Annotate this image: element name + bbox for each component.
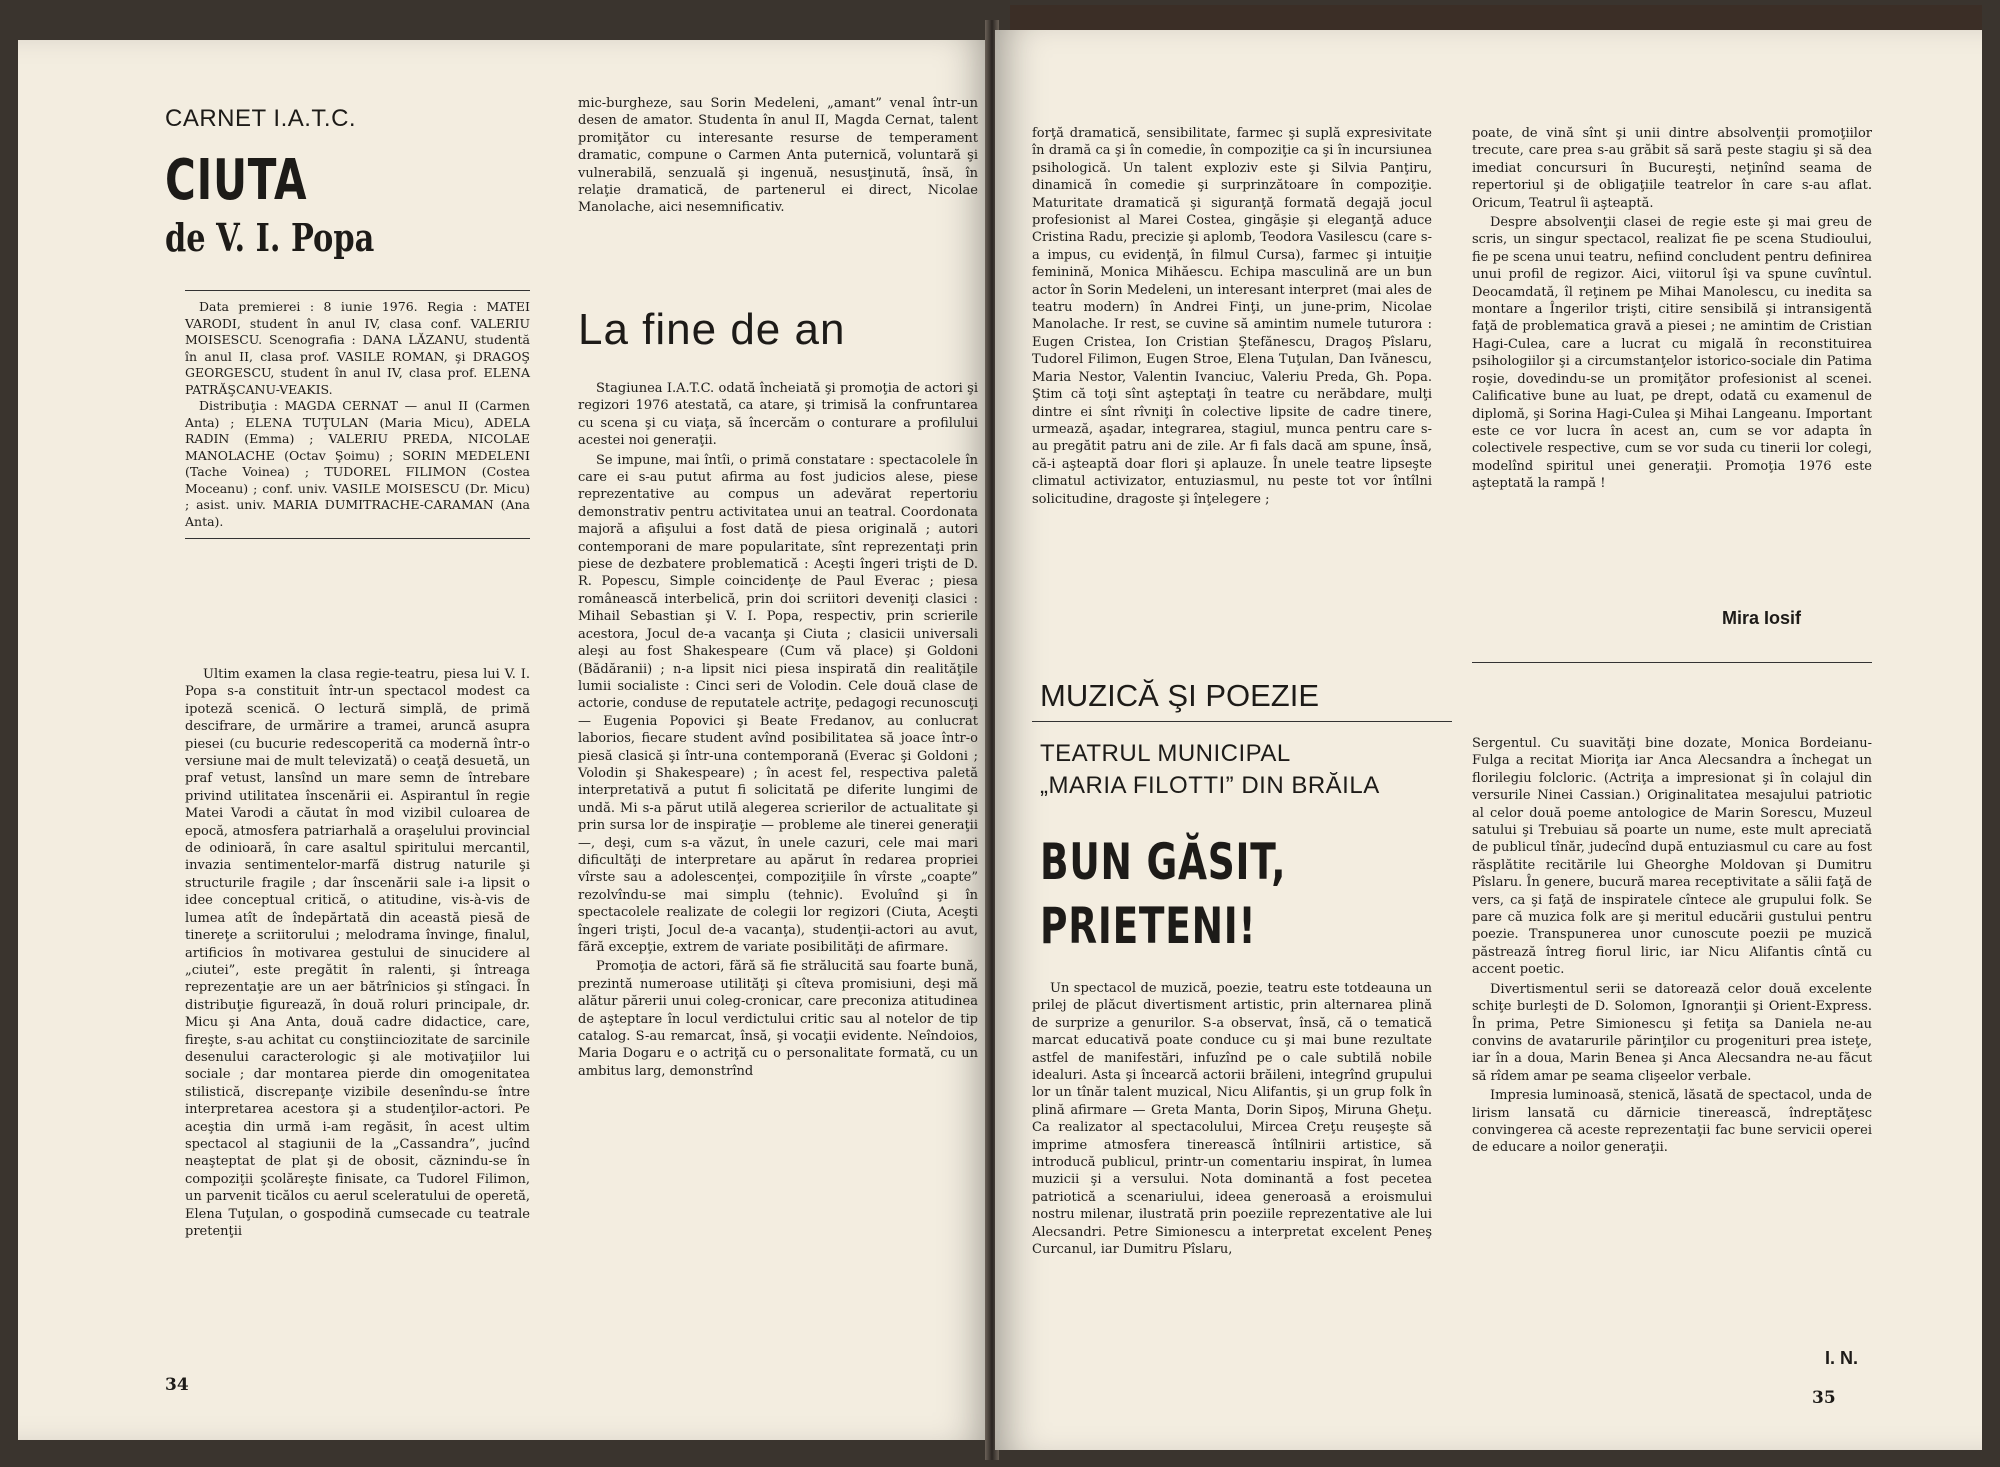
theatre-line-2: „MARIA FILOTTI” DIN BRĂILA xyxy=(1040,772,1380,799)
section-underline xyxy=(1032,721,1452,722)
bun-gasit-paragraph-3: Divertismentul serii se datorează celor două excelente schiţe burleşti de D. Solomon, Ignoranţii şi Orient-Express. În prima, Petre Simionescu şi fetiţa sa Daniela ne-au convins de avatarurile părinţilor cu progenituri prea isteţe, iar în a doua, Marin Benea şi Anca Alecsandra ne-au făcut să rîdem amar pe seama clişeelor verbale. xyxy=(1472,981,1872,1084)
lafine-paragraph-4: poate, de vină sînt şi unii dintre absolvenţii promoţiilor trecute, care prea s-au grăbit să sară peste stagiu şi să dea imediat concursuri în Bucureşti, neţinînd seama de repertoriul şi de obligaţiile teatrelor în care s-au aflat. Oricum, Teatrul îi aşteaptă. xyxy=(1472,126,1872,211)
lafine-paragraph-2: Se impune, mai întîi, o primă constatare : spectacolele în care ei s-au putut afirma au fost judicios alese, piese reprezentative au compus un adevărat repertoriu demonstrativ pentru activitatea unui an teatral. Coordonata majoră a afişului a fost dată de piesa originală ; autori contemporani de mare popularitate, sînt reprezentaţi prin piese de dezbatere problematică : Aceşti îngeri trişti de D. R. Popescu, Simple coincidenţe de Paul Everac ; piesa românească interbelică, prin doi scriitori deveniţi clasici : Mihail Sebastian şi V. I. Popa, respectiv, prin scrierile acestora, Jocul de-a vacanţa şi Ciuta ; clasicii universali aleşi au fost Shakespeare (Cum vă place) şi Goldoni (Bădăranii) ; n-a lipsit nici piesa inspirată din realităţile lumii socialiste : Cinci seri de Volodin. Cele două clase de actorie, conduse de reputatele actriţe, pedagogi recunoscuţi — Eugenia Popovici şi Beate Fredanov, au conlucrat laborios, fiecare student avînd posibilitatea să joace într-o piesă clasică şi într-una contemporană (Everac şi Goldoni ; Volodin şi Shakespeare) ; în acest fel, respectiva paletă interpretativă a putut fi solicitată pe diferite lungimi de undă. Mi s-a părut utilă alegerea scrierilor de actualitate şi prin sursa lor de inspiraţie — probleme ale tinerei generaţii —, deşi, cum s-a văzut, în unele cazuri, cele mai mari dificultăţi de interpretare au apărut în redarea propriei vîrste sau a adolescenţei, compoziţiile în vîrste „coapte” rezolvîndu-se mai simplu (tehnic). Evoluînd şi în spectacolele realizate de colegii lor regizori (Ciuta, Aceşti îngeri trişti, Jocul de-a vacanţa), studenţii-actori au avut, fără excepţie, extrem de variate posibilităţi de afirmare. xyxy=(578,452,978,955)
signature-mira-iosif: Mira Iosif xyxy=(1722,608,1802,628)
page-number-left: 34 xyxy=(165,1375,189,1395)
column-4-bottom xyxy=(1472,735,1872,1159)
credits-box xyxy=(185,290,530,539)
review-continuation: mic-burgheze, sau Sorin Medeleni, „amant” venal într-un desen de amator. Studenta în anul II, Magda Cernat, talent promiţător cu interesante resurse de temperament dramatic, compune o Carmen Anta puternică, voluntară şi vulnerabilă, senzuală şi ingenuă, nesusţinută, însă, în relaţie dramatică, de partenerul ei direct, Nicolae Manolache, aici nesemnificativ. xyxy=(578,96,978,216)
bun-gasit-paragraph-1: Un spectacol de muzică, poezie, teatru este totdeauna un prilej de plăcut divertisment artistic, prin alternarea plină de surprize a genurilor. S-a observat, însă, că o tematică marcat educativă poate conduce cu şi mai bune rezultate astfel de manifestări, infuzînd pe o cale subtilă nobile idealuri. Asta şi încearcă actorii brăileni, integrînd grupului lor un tînăr talent muzical, Nicu Alifantis, şi un grup folk în plină afirmare — Greta Manta, Dorin Sipoş, Miruna Gheţu. Ca realizator al spectacolului, Mircea Creţu reuşeşte să imprime atmosfera tinerească întîlnirii artistice, să introducă publicul, printr-un comentariu inspirat, în lumea muzicii şi a versului. Nota dominantă a fost pecetea patriotică a scenariului, ideea generoasă a eroismului nostru milenar, ilustrată prin poeziile reprezentative ale lui Alecsandri. Petre Simionescu a interpretat excelent Peneş Curcanul, iar Dumitru Pîslaru, xyxy=(1032,981,1432,1258)
credits-premiere: Data premierei : 8 iunie 1976. Regia : MATEI VARODI, student în anul IV, clasa conf. VALERIU MOISESCU. Scenografia : DANA LĂZANU, studentă în anul II, clasa prof. VASILE ROMAN, şi DRAGOŞ GEORGESCU, student în anul IV, clasa prof. ELENA PATRĂŞCANU-VEAKIS. xyxy=(185,299,530,397)
column-3-bottom xyxy=(1032,980,1432,1261)
bun-gasit-paragraph-4: Impresia luminoasă, stenică, lăsată de spectacol, unda de lirism lansată cu dărnicie tinerească, îndreptăţesc convingerea că aceste reprezentaţii fac bune servicii operei de educare a noilor generaţii. xyxy=(1472,1088,1872,1156)
page-number-right: 35 xyxy=(1812,1388,1836,1408)
right-page xyxy=(995,30,1982,1450)
la-fine-de-an-title: La fine de an xyxy=(578,305,846,354)
column-1-body xyxy=(185,666,530,1242)
lafine-paragraph-3: Promoţia de actori, fără să fie strălucită sau foarte bună, prezintă numeroase utilităţi şi cîteva promisiuni, deşi mă alătur părerii unui coleg-cronicar, care preconiza atitudinea de aşteptare în locul verdictului critic sau al notelor de tip catalog. S-au remarcat, însă, şi vocaţii evidente. Neîndoios, Maria Dogaru e o actriţă cu o personalitate formată, cu un ambitus larg, demonstrînd xyxy=(578,959,978,1079)
left-page xyxy=(18,40,990,1440)
section-title-muzica-poezie: MUZICĂ ŞI POEZIE xyxy=(1040,678,1320,713)
theatre-heading xyxy=(1040,738,1380,802)
review-text: Ultim examen la clasa regie-teatru, piesa lui V. I. Popa s-a constituit într-un spectacol modest ca ipoteză scenică. O lectură simplă, de primă descifrare, de urmărire a tramei, aruncă asupra piesei (cu bucurie redescoperită ca modernă într-o versiune mai de mult televizată) o ceaţă desuetă, un praf vetust, lansînd un mare semn de întrebare privind utilitatea înscenării ei. Aspirantul în regie Matei Varodi a căutat în mod vizibil culoarea de epocă, atmosfera patriarhală a oraşelului provincial de odinioară, în care asaltul spiritului mercantil, invazia sentimentelor-marfă distrug naturile şi structurile fragile ; dar înscenării sale i-a lipsit o idee conceptual critică, o atitudine, vis-à-vis de lumea atît de îndepărtată din această piesă de tinereţe a scriitorului ; melodrama învinge, finalul, artificios în motivarea gestului de sinucidere al „ciutei”, este pregătit în ralenti, şi întreaga reprezentaţie are un aer bătrînicios şi stîngaci. În distribuţie figurează, în două roluri principale, dr. Micu şi Ana Anta, două cadre didactice, care, fireşte, s-au achitat cu conştiinciozitate de sarcinile desenului caracterologic şi ale motivaţiilor lui sociale ; dar montarea pierde din omogenitatea stilistică, discrepanţe vizibile desenîndu-se între interpretarea acestora şi a studenţilor-actori. Pe aceştia din urmă i-am regăsit, în acest ultim spectacol al stagiunii de la „Cassandra”, jucînd neaşteptat de plat şi de obosit, căznindu-se în compoziţii şcolăreşte finisate, ca Tudorel Filimon, un parvenit ticălos cu aerul sceleratului de operetă, Elena Tuţulan, o gospodină cumsecade cu teatrale pretenţii xyxy=(185,667,530,1239)
article-title: CIUTA xyxy=(165,148,308,213)
column-2-top xyxy=(578,95,978,219)
lafine-paragraph-1: Stagiunea I.A.T.C. odată încheiată şi promoţia de actori şi regizori 1976 atestată, ca atare, şi trimisă la confruntarea cu scena şi cu viaţa, să încercăm o conturare a profilului acestei noi generaţii. xyxy=(578,381,978,449)
bun-gasit-paragraph-2: Sergentul. Cu suavităţi bine dozate, Monica Bordeianu-Fulga a recitat Mioriţa iar Anca Alecsandra a închegat un florilegiu folcloric. (Actriţa a impresionat şi în colajul din versurile Ninei Cassian.) Originalitatea mesajului patriotic al celor două poeme antologice de Marin Sorescu, Muzeul satului şi Trebuiau să poarte un nume, este mult apreciată de publicul tînăr, judecînd după entuziasmul cu care au fost răsplătite recitările lui Gheorghe Moldovan şi Dumitru Pîslaru. În genere, bucură marea receptivitate a sălii faţă de vers, ca şi faţă de inspiratele cîntece ale grupului folk. Se pare că muzica folk are şi meritul educării gustului pentru poezie. Transpunerea unor cunoscute poezii pe muzică păstrează întreg fiorul liric, iar Nicu Alifantis cîntă cu accent poetic. xyxy=(1472,736,1872,978)
article-author: de V. I. Popa xyxy=(165,215,375,260)
headline xyxy=(1040,830,1286,958)
credits-cast: Distribuţia : MAGDA CERNAT — anul II (Carmen Anta) ; ELENA TUŢULAN (Maria Micu), ADELA RADIN (Emma) ; VALERIU PREDA, NICOLAE MANOLACHE (Octav Şoimu) ; SORIN MEDELENI (Tache Voinea) ; TUDOREL FILIMON (Costea Moceanu) ; conf. univ. VASILE MOISESCU (Dr. Micu) ; asist. univ. MARIA DUMITRACHE-CARAMAN (Ana Anta). xyxy=(185,398,530,529)
section-divider xyxy=(1472,662,1872,663)
lafine-paragraph-5: Despre absolvenţii clasei de regie este şi mai greu de scris, un singur spectacol, realizat fie pe scena Studioului, fie pe scena unui teatru, nefiind concludent pentru definirea unui profil de regizor. Aici, viitorul îşi va spune cuvîntul. Deocamdată, îl reţinem pe Mihai Manolescu, cu inedita sa montare a Îngerilor trişti, citire sensibilă şi intransigentă faţă de problematica gravă a piesei ; ne amintim de Cristian Hagi-Culea, care a lucrat cu migală în reconstituirea psihologiilor şi a circumstanţelor istorico-sociale din Patima roşie, dovedindu-se un promiţător profesionist al scenei. Calificative bune au luat, pe drept, odată cu examenul de diplomă, şi Sorina Hagi-Culea şi Mihai Langeanu. Important este ce vor lucra în acest an, cum se vor adapta în colectivele respective, cum se vor suda cu tinerii lor colegi, modelînd spiritul unei generaţii. Promoţia 1976 este aşteptată la rampă ! xyxy=(1472,215,1872,492)
column-2-body xyxy=(578,380,978,1082)
section-kicker: CARNET I.A.T.C. xyxy=(165,105,357,132)
lafine-continuation: forţă dramatică, sensibilitate, farmec şi suplă expresivitate în dramă ca şi în comedie, în compoziţie ca şi în incursiunea psihologică. Un talent exploziv este şi Silvia Panţiru, dinamică în comedie şi surprinzătoare în compoziţie. Maturitate dramatică şi siguranţă formată degajă jocul profesionist al Marei Costea, gingăşie şi eleganţă aduce Cristina Radu, precizie şi aplomb, Teodora Vasilescu (care s-a impus, cu evidenţă, în filmul Cursa), farmec şi intuiţie feminină, Monica Mihăescu. Echipa masculină are un bun actor în Sorin Medeleni, un interesant interpret (mai ales de teatru modern) în Andrei Finţi, un june-prim, Nicolae Manolache. Ir rest, se cuvine să amintim numele tuturora : Eugen Cristea, Ion Cristian Ştefănescu, Dragoş Pîslaru, Tudorel Filimon, Eugen Stroe, Elena Tuţulan, Dan Ivănescu, Maria Nestor, Valentin Ivanciuc, Valeriu Preda, Gh. Popa. Ştim că toţi sînt aşteptaţi în teatre cu nerăbdare, mulţi dintre ei sînt rîvniţi în colective lipsite de cadre tinere, urmează, aşadar, integrarea, stagiul, munca pentru care s-au pregătit patru ani de zile. Ar fi fals dacă am spune, însă, că-i aşteaptă doar flori şi aplauze. În unele teatre lipseşte climatul activizator, entuziasmul, nu peste tot vor întîlni solicitudine, dragoste şi înţelegere ; xyxy=(1032,126,1432,507)
headline-line-2: PRIETENI! xyxy=(1040,897,1257,955)
column-4-top xyxy=(1472,125,1872,495)
theatre-line-1: TEATRUL MUNICIPAL xyxy=(1040,740,1291,767)
headline-line-1: BUN GĂSIT, xyxy=(1040,833,1287,891)
column-3-top xyxy=(1032,125,1432,510)
signature-i-n: I. N. xyxy=(1825,1348,1859,1368)
